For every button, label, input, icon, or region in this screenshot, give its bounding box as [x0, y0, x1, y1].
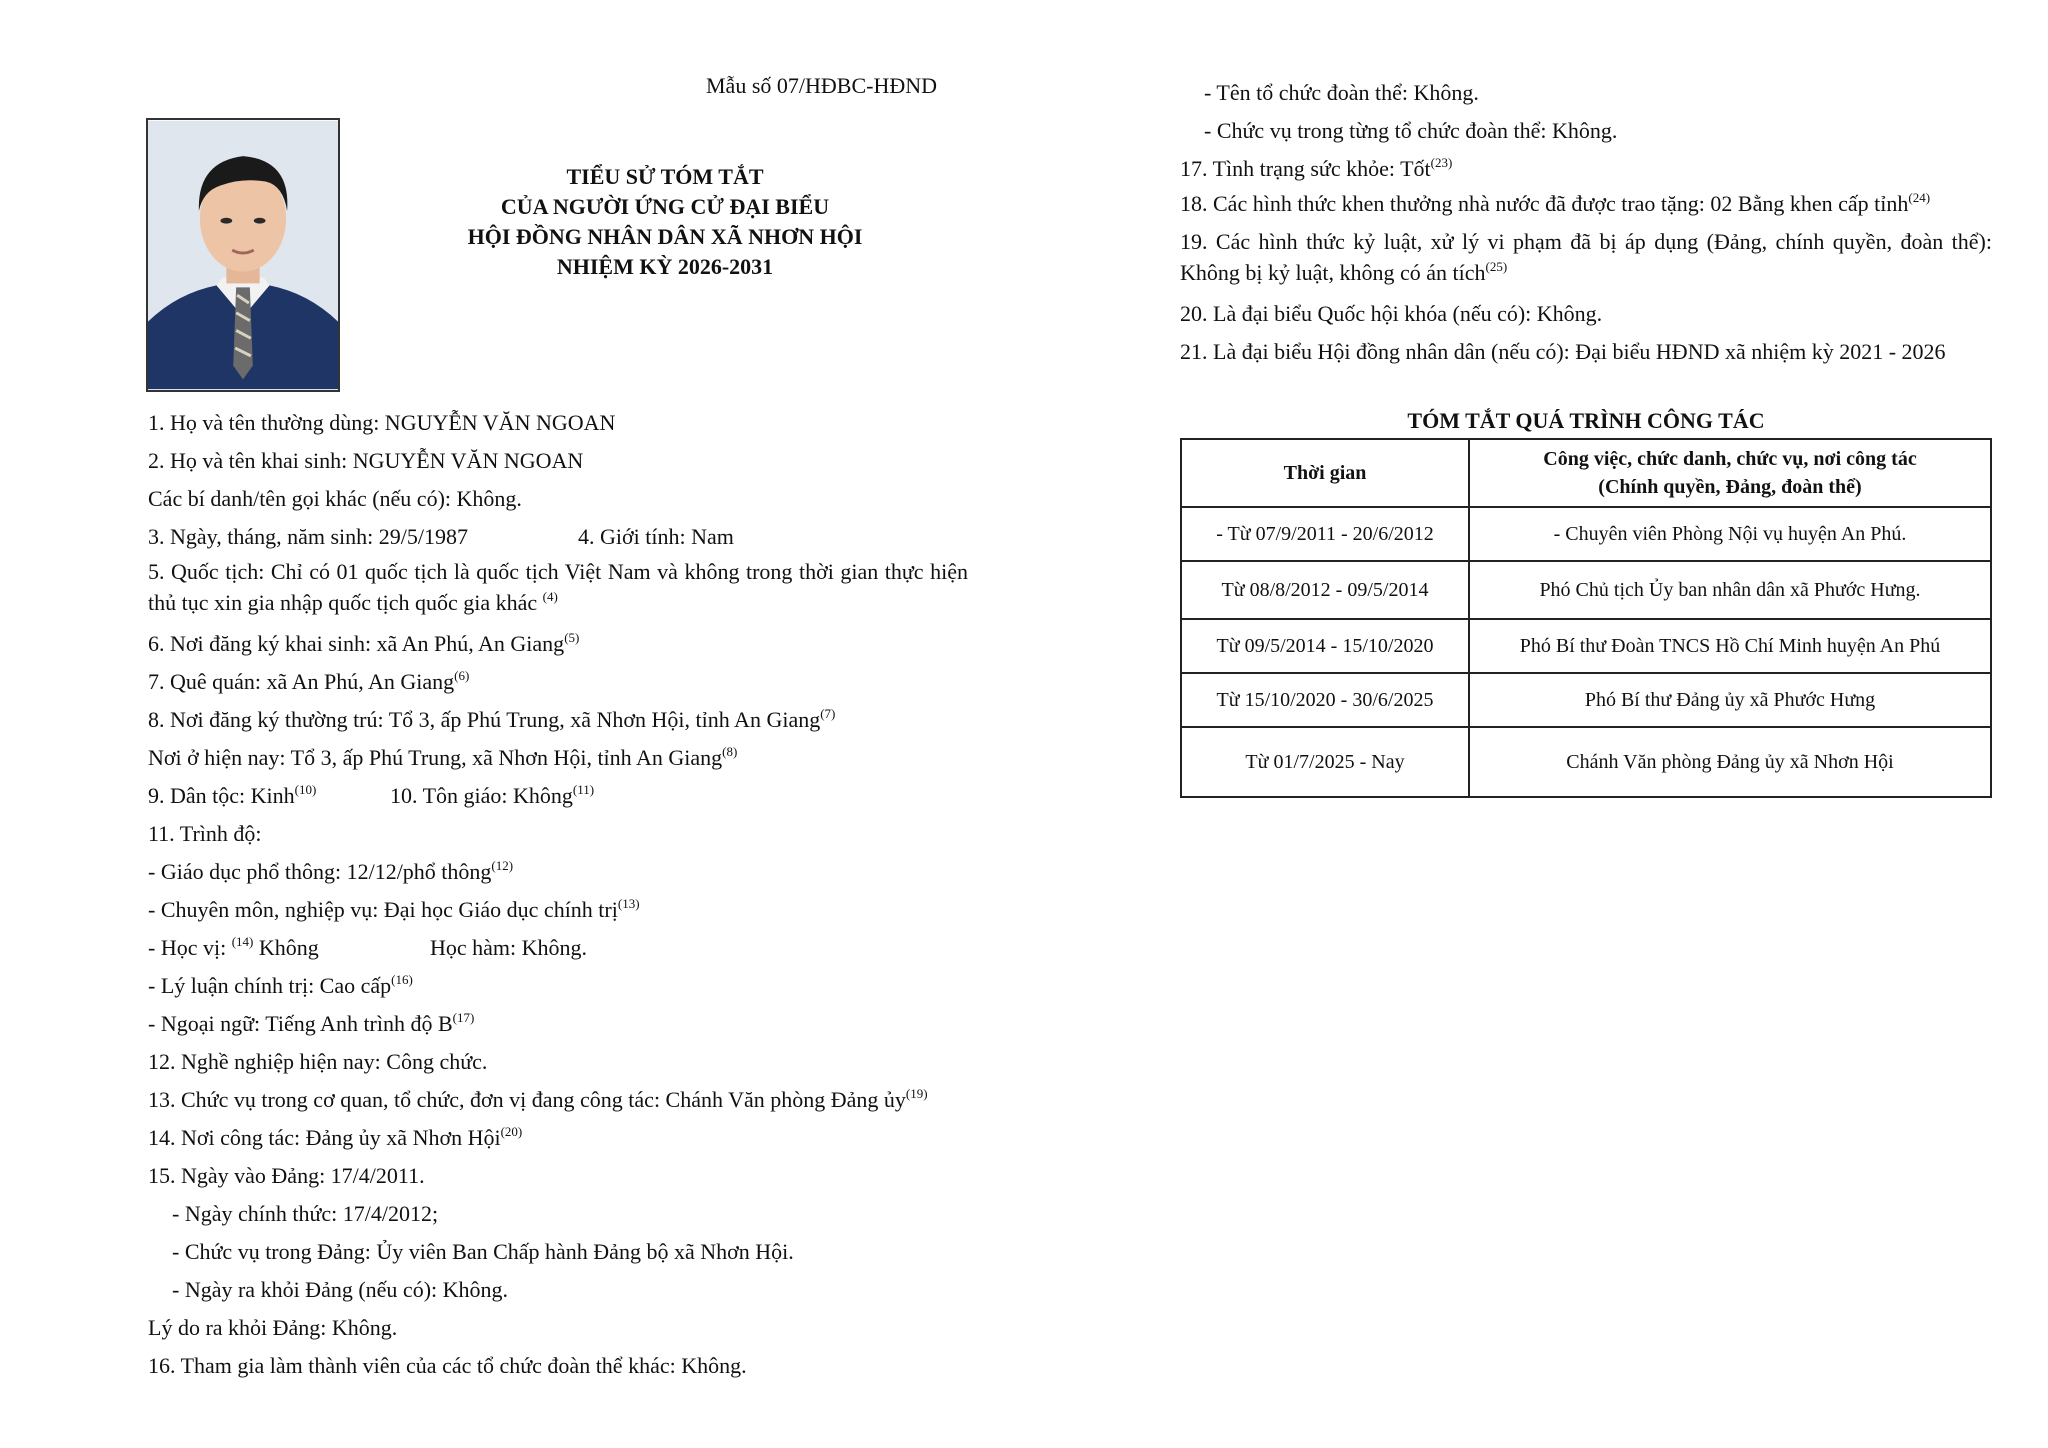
- row-time: Từ 15/10/2020 - 30/6/2025: [1181, 673, 1469, 727]
- common-name: 1. Họ và tên thường dùng: NGUYỄN VĂN NGOAN: [148, 410, 616, 435]
- national-assembly-delegate: 20. Là đại biểu Quốc hội khóa (nếu có): Không.: [1180, 301, 1603, 326]
- work-history-table: [1180, 438, 1992, 798]
- header-time: Thời gian: [1181, 439, 1469, 507]
- work-history-title: TÓM TẮT QUÁ TRÌNH CÔNG TÁC: [1407, 408, 1765, 433]
- current-position: 13. Chức vụ trong cơ quan, tổ chức, đơn vị đang công tác: Chánh Văn phòng Đảng ủy$^{(19)}$: [148, 1086, 928, 1112]
- organization-position: - Chức vụ trong từng tổ chức đoàn thể: Không.: [1204, 118, 1618, 143]
- birth-date-gender: [148, 518, 968, 556]
- party-official-date: - Ngày chính thức: 17/4/2012;: [172, 1201, 439, 1226]
- title-line-3: HỘI ĐỒNG NHÂN DÂN XÃ NHƠN HỘI: [467, 224, 863, 249]
- health-status: 17. Tình trạng sức khỏe: Tốt$^{(23)}$: [1180, 155, 1453, 181]
- workplace: 14. Nơi công tác: Đảng ủy xã Nhơn Hội$^{(20)}$: [148, 1124, 523, 1150]
- form-code: Mẫu số 07/HĐBC-HĐND: [706, 73, 937, 98]
- table-row: [1181, 727, 1991, 797]
- birth-name: 2. Họ và tên khai sinh: NGUYỄN VĂN NGOAN: [148, 448, 584, 473]
- current-occupation: 12. Nghề nghiệp hiện nay: Công chức.: [148, 1049, 488, 1074]
- right-column: [1180, 74, 1992, 371]
- title-line-2: CỦA NGƯỜI ỨNG CỬ ĐẠI BIỂU: [500, 194, 830, 219]
- table-row: [1181, 619, 1991, 673]
- foreign-language: - Ngoại ngữ: Tiếng Anh trình độ $B^{(17)}$: [148, 1010, 475, 1036]
- peoples-council-delegate: 21. Là đại biểu Hội đồng nhân dân (nếu có): Đại biểu HĐND xã nhiệm kỳ 2021 - 2026: [1180, 339, 1946, 364]
- row-job: Phó Bí thư Đoàn TNCS Hồ Chí Minh huyện An Phú: [1469, 619, 1991, 673]
- row-time: - Từ 07/9/2011 - 20/6/2012: [1181, 507, 1469, 561]
- party-position: - Chức vụ trong Đảng: Ủy viên Ban Chấp hành Đảng bộ xã Nhơn Hội.: [172, 1239, 794, 1264]
- left-column: [148, 404, 968, 1385]
- state-awards: 18. Các hình thức khen thưởng nhà nước đã được trao tặng: 02 Bằng khen cấp tỉnh$^{(24)}$: [1180, 190, 1931, 216]
- party-leave-reason: Lý do ra khỏi Đảng: Không.: [148, 1315, 398, 1340]
- nationality: 5. Quốc tịch: Chỉ có 01 quốc tịch là quốc tịch Việt Nam và không trong thời gian thực hiện thủ tục xin gia nhập quốc tịch quốc gia khác $^{(4)}$: [148, 559, 968, 615]
- ethnicity: 9. Dân tộc: Kinh$^{(10)}$: [148, 782, 317, 808]
- table-header-row: [1181, 439, 1991, 507]
- portrait-photo: [146, 118, 340, 392]
- political-theory: - Lý luận chính trị: Cao cấp$^{(16)}$: [148, 972, 413, 998]
- disciplinary-records: 19. Các hình thức kỷ luật, xử lý vi phạm đã bị áp dụng (Đảng, chính quyền, đoàn thể): Không bị kỷ luật, không có án tích$^{(25)}$: [1180, 229, 1992, 285]
- education-heading: 11. Trình độ:: [148, 821, 262, 846]
- table-row: [1181, 507, 1991, 561]
- birth-registration-place: 6. Nơi đăng ký khai sinh: xã An Phú, An Giang$^{(5)}$: [148, 630, 580, 656]
- current-residence: Nơi ở hiện nay: Tổ 3, ấp Phú Trung, xã Nhơn Hội, tỉnh An Giang$^{(8)}$: [148, 744, 738, 770]
- party-leave-date: - Ngày ra khỏi Đảng (nếu có): Không.: [172, 1277, 509, 1302]
- general-education: - Giáo dục phổ thông: 12/12/phổ thông$^{(12)}$: [148, 858, 514, 884]
- hometown: 7. Quê quán: xã An Phú, An Giang$^{(6)}$: [148, 668, 470, 694]
- religion: 10. Tôn giáo: Không$^{(11)}$: [390, 782, 595, 808]
- academic-title: Học hàm: Không.: [430, 935, 588, 960]
- academic-degree-title: [148, 929, 968, 967]
- row-job: Phó Bí thư Đảng ủy xã Phước Hưng: [1469, 673, 1991, 727]
- birth-date: 3. Ngày, tháng, năm sinh: 29/5/1987: [148, 524, 468, 549]
- portrait-image: [148, 120, 338, 390]
- permanent-residence: 8. Nơi đăng ký thường trú: Tổ 3, ấp Phú Trung, xã Nhơn Hội, tỉnh An Giang$^{(7)}$: [148, 706, 836, 732]
- professional-qualification: - Chuyên môn, nghiệp vụ: Đại học Giáo dục chính trị$^{(13)}$: [148, 896, 640, 922]
- gender: 4. Giới tính: Nam: [578, 524, 734, 549]
- row-time: Từ 08/8/2012 - 09/5/2014: [1181, 561, 1469, 619]
- row-job: - Chuyên viên Phòng Nội vụ huyện An Phú.: [1469, 507, 1991, 561]
- other-organizations: 16. Tham gia làm thành viên của các tổ chức đoàn thể khác: Không.: [148, 1353, 747, 1378]
- title-line-4: NHIỆM KỲ 2026-2031: [556, 254, 774, 279]
- ethnicity-religion: [148, 777, 968, 815]
- aliases: Các bí danh/tên gọi khác (nếu có): Không.: [148, 486, 522, 511]
- organization-name: - Tên tổ chức đoàn thể: Không.: [1204, 80, 1479, 105]
- table-row: [1181, 673, 1991, 727]
- row-job: Phó Chủ tịch Ủy ban nhân dân xã Phước Hưng.: [1469, 561, 1991, 619]
- party-join-date: 15. Ngày vào Đảng: 17/4/2011.: [148, 1163, 425, 1188]
- document-title: [390, 162, 940, 282]
- row-time: Từ 01/7/2025 - Nay: [1181, 727, 1469, 797]
- table-row: [1181, 561, 1991, 619]
- title-line-1: TIỂU SỬ TÓM TẮT: [566, 164, 764, 189]
- row-job: Chánh Văn phòng Đảng ủy xã Nhơn Hội: [1469, 727, 1991, 797]
- row-time: Từ 09/5/2014 - 15/10/2020: [1181, 619, 1469, 673]
- header-job: Công việc, chức danh, chức vụ, nơi công tác (Chính quyền, Đảng, đoàn thể): [1469, 439, 1991, 507]
- academic-degree: - Học vị: $^{(14)}$ Không: [148, 934, 319, 960]
